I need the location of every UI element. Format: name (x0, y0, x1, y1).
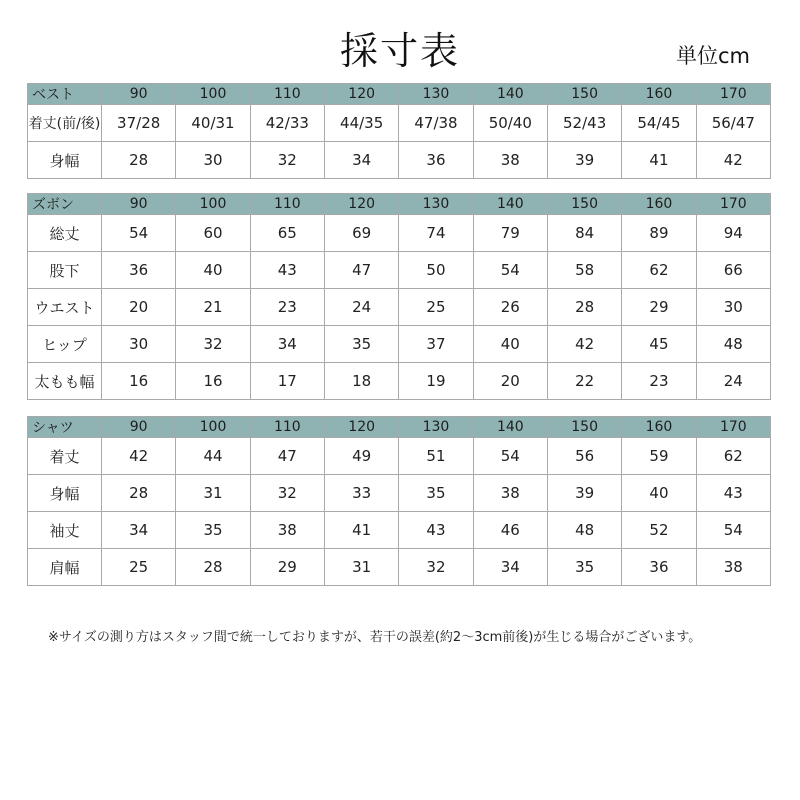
page-title: 採寸表 (339, 29, 460, 73)
row-label: 総丈 (28, 215, 102, 252)
size-header-cell: 100 (176, 194, 250, 215)
measurement-cell: 56 (547, 438, 621, 475)
measurement-cell: 32 (399, 549, 473, 586)
measurement-cell: 28 (102, 475, 176, 512)
measurement-cell: 62 (696, 438, 770, 475)
size-header-cell: 150 (547, 417, 621, 438)
size-header-cell: 140 (473, 84, 547, 105)
measurement-cell: 24 (696, 363, 770, 400)
measurement-cell: 84 (547, 215, 621, 252)
measurement-cell: 62 (622, 252, 696, 289)
row-label: 着丈 (28, 438, 102, 475)
row-label: 着丈(前/後) (28, 105, 102, 142)
measurement-cell: 35 (324, 326, 398, 363)
size-header-cell: 130 (399, 84, 473, 105)
measurement-cell: 38 (473, 475, 547, 512)
pants-header-label: ズボン (28, 194, 102, 215)
size-header-cell: 140 (473, 194, 547, 215)
measurement-cell: 74 (399, 215, 473, 252)
measurement-cell: 36 (102, 252, 176, 289)
measurement-cell: 43 (250, 252, 324, 289)
row-label: 身幅 (28, 475, 102, 512)
measurement-cell: 34 (102, 512, 176, 549)
size-header-cell: 160 (622, 84, 696, 105)
measurement-cell: 94 (696, 215, 770, 252)
measurement-cell: 24 (324, 289, 398, 326)
measurement-cell: 36 (622, 549, 696, 586)
measurement-cell: 60 (176, 215, 250, 252)
measurement-cell: 46 (473, 512, 547, 549)
vest-header-row (28, 84, 771, 105)
table-row (28, 512, 771, 549)
measurement-cell: 32 (250, 142, 324, 179)
size-header-cell: 100 (176, 417, 250, 438)
size-header-cell: 140 (473, 417, 547, 438)
measurement-cell: 44 (176, 438, 250, 475)
size-header-cell: 120 (324, 194, 398, 215)
measurement-cell: 50 (399, 252, 473, 289)
measurement-cell: 38 (473, 142, 547, 179)
size-header-cell: 150 (547, 84, 621, 105)
measurement-cell: 41 (324, 512, 398, 549)
shirt-header-label: シャツ (28, 417, 102, 438)
measurement-cell: 42 (102, 438, 176, 475)
measurement-cell: 26 (473, 289, 547, 326)
measurement-cell: 54 (102, 215, 176, 252)
measurement-cell: 48 (547, 512, 621, 549)
measurement-cell: 40/31 (176, 105, 250, 142)
measurement-cell: 30 (176, 142, 250, 179)
size-header-cell: 90 (102, 194, 176, 215)
measurement-cell: 29 (250, 549, 324, 586)
measurement-cell: 52 (622, 512, 696, 549)
measurement-cell: 19 (399, 363, 473, 400)
pants-size-table (27, 193, 771, 400)
measurement-cell: 56/47 (696, 105, 770, 142)
measurement-cell: 34 (473, 549, 547, 586)
measurement-cell: 44/35 (324, 105, 398, 142)
size-header-cell: 170 (696, 84, 770, 105)
table-row (28, 549, 771, 586)
measurement-cell: 37 (399, 326, 473, 363)
measurement-cell: 20 (102, 289, 176, 326)
size-header-cell: 160 (622, 417, 696, 438)
measurement-cell: 66 (696, 252, 770, 289)
measurement-cell: 30 (102, 326, 176, 363)
size-header-cell: 110 (250, 417, 324, 438)
measurement-cell: 59 (622, 438, 696, 475)
size-header-cell: 120 (324, 417, 398, 438)
measurement-cell: 43 (399, 512, 473, 549)
measurement-cell: 21 (176, 289, 250, 326)
table-row (28, 326, 771, 363)
measurement-cell: 38 (250, 512, 324, 549)
measurement-cell: 35 (399, 475, 473, 512)
size-header-cell: 110 (250, 84, 324, 105)
measurement-cell: 41 (622, 142, 696, 179)
measurement-cell: 43 (696, 475, 770, 512)
size-header-cell: 130 (399, 417, 473, 438)
measurement-cell: 16 (176, 363, 250, 400)
measurement-cell: 34 (250, 326, 324, 363)
vest-size-table (27, 83, 771, 179)
size-header-cell: 170 (696, 194, 770, 215)
measurement-cell: 20 (473, 363, 547, 400)
measurement-cell: 17 (250, 363, 324, 400)
measurement-cell: 50/40 (473, 105, 547, 142)
shirt-size-table (27, 416, 771, 586)
table-row (28, 475, 771, 512)
measurement-cell: 39 (547, 475, 621, 512)
measurement-cell: 23 (250, 289, 324, 326)
measurement-cell: 69 (324, 215, 398, 252)
measurement-cell: 47 (250, 438, 324, 475)
table-row (28, 438, 771, 475)
measurement-cell: 28 (102, 142, 176, 179)
row-label: 身幅 (28, 142, 102, 179)
measurement-cell: 54 (473, 438, 547, 475)
measurement-cell: 42/33 (250, 105, 324, 142)
measurement-cell: 25 (399, 289, 473, 326)
measurement-cell: 30 (696, 289, 770, 326)
table-row (28, 289, 771, 326)
unit-label: 単位cm (675, 44, 750, 68)
measurement-cell: 47/38 (399, 105, 473, 142)
measurement-cell: 37/28 (102, 105, 176, 142)
measurement-cell: 38 (696, 549, 770, 586)
measurement-cell: 58 (547, 252, 621, 289)
measurement-note: ※サイズの測り方はスタッフ間で統一しておりますが、若干の誤差(約2～3cm前後)が生じる場合がございます。 (48, 630, 702, 645)
measurement-cell: 40 (176, 252, 250, 289)
measurement-cell: 51 (399, 438, 473, 475)
row-label: 股下 (28, 252, 102, 289)
measurement-cell: 22 (547, 363, 621, 400)
size-header-cell: 150 (547, 194, 621, 215)
measurement-cell: 42 (696, 142, 770, 179)
measurement-cell: 16 (102, 363, 176, 400)
size-header-cell: 130 (399, 194, 473, 215)
table-row (28, 105, 771, 142)
row-label: 袖丈 (28, 512, 102, 549)
measurement-cell: 47 (324, 252, 398, 289)
row-label: 太もも幅 (28, 363, 102, 400)
measurement-cell: 36 (399, 142, 473, 179)
measurement-cell: 31 (324, 549, 398, 586)
measurement-cell: 18 (324, 363, 398, 400)
pants-header-row (28, 194, 771, 215)
size-header-cell: 100 (176, 84, 250, 105)
measurement-cell: 32 (250, 475, 324, 512)
size-header-cell: 120 (324, 84, 398, 105)
table-row (28, 363, 771, 400)
measurement-cell: 45 (622, 326, 696, 363)
measurement-cell: 25 (102, 549, 176, 586)
measurement-cell: 23 (622, 363, 696, 400)
measurement-cell: 31 (176, 475, 250, 512)
table-row (28, 142, 771, 179)
measurement-cell: 49 (324, 438, 398, 475)
measurement-cell: 54 (473, 252, 547, 289)
size-header-cell: 110 (250, 194, 324, 215)
measurement-cell: 65 (250, 215, 324, 252)
measurement-cell: 28 (176, 549, 250, 586)
measurement-cell: 29 (622, 289, 696, 326)
measurement-cell: 40 (622, 475, 696, 512)
size-header-cell: 170 (696, 417, 770, 438)
measurement-cell: 39 (547, 142, 621, 179)
measurement-cell: 52/43 (547, 105, 621, 142)
measurement-cell: 48 (696, 326, 770, 363)
row-label: ヒップ (28, 326, 102, 363)
table-row (28, 215, 771, 252)
table-row (28, 252, 771, 289)
row-label: 肩幅 (28, 549, 102, 586)
measurement-cell: 35 (176, 512, 250, 549)
measurement-cell: 32 (176, 326, 250, 363)
measurement-cell: 42 (547, 326, 621, 363)
measurement-cell: 28 (547, 289, 621, 326)
measurement-cell: 34 (324, 142, 398, 179)
measurement-cell: 33 (324, 475, 398, 512)
shirt-header-row (28, 417, 771, 438)
measurement-cell: 40 (473, 326, 547, 363)
vest-header-label: ベスト (28, 84, 102, 105)
measurement-cell: 54/45 (622, 105, 696, 142)
measurement-cell: 89 (622, 215, 696, 252)
measurement-cell: 79 (473, 215, 547, 252)
size-header-cell: 90 (102, 417, 176, 438)
row-label: ウエスト (28, 289, 102, 326)
measurement-cell: 54 (696, 512, 770, 549)
measurement-cell: 35 (547, 549, 621, 586)
size-header-cell: 90 (102, 84, 176, 105)
size-header-cell: 160 (622, 194, 696, 215)
